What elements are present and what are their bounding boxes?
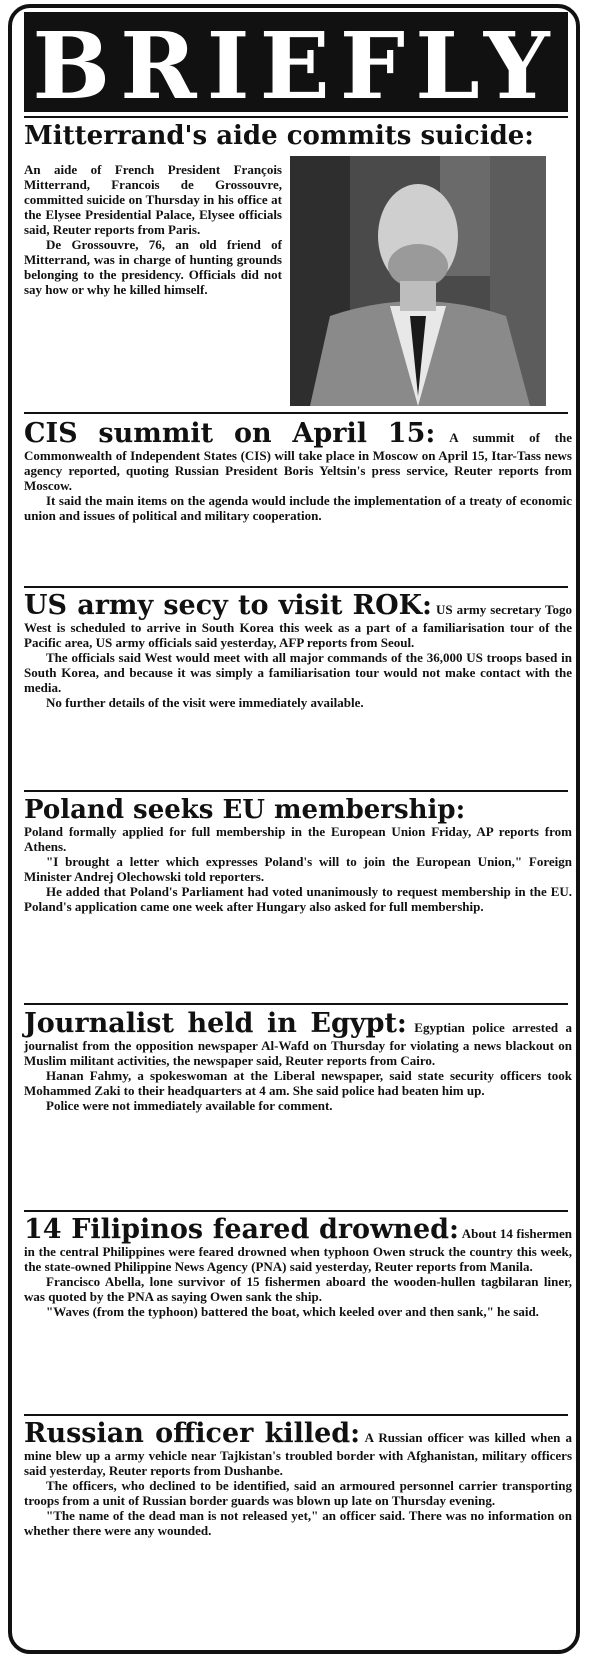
story-paragraph: It said the main items on the agenda would include the implementation of a treaty of economic union and issues of political and military cooperation. <box>24 493 572 523</box>
banner-rule <box>24 116 568 118</box>
story-lead: About 14 fishermen in the central Philippines were feared drowned when typhoon Owen struck the country this week, the state-owned Philippine News Agency (PNA) said yesterday, Reuter reports from Manila. <box>24 1226 572 1274</box>
man-portrait-image <box>290 156 546 406</box>
story-divider <box>24 1003 568 1005</box>
story-lead: US army secretary Togo West is scheduled to arrive in South Korea this week as a part of a familiarisation tour of the Pacific area, US army officials said yesterday, AFP reports from Seoul. <box>24 602 572 650</box>
story-paragraph: An aide of French President François Mitterrand, Francois de Grossouvre, committed suicide on Thursday in his office at the Elysee Presidential Palace, Elysee officials said, Reuter reports from Paris. <box>24 162 282 237</box>
story-headline: US army secy to visit ROK: <box>24 590 433 621</box>
story-paragraph: The officials said West would meet with all major commands of the 36,000 US troops based in South Korea, and because it was simply a familiarisation tour would not make contact with the media. <box>24 650 572 695</box>
story-paragraph: "I brought a letter which expresses Poland's will to join the European Union," Foreign Minister Andrej Olechowski told reporters. <box>24 854 572 884</box>
story-divider <box>24 790 568 792</box>
story-paragraph: "Waves (from the typhoon) battered the boat, which keeled over and then sank," he said. <box>46 1304 539 1319</box>
story-cis-summit <box>24 420 572 523</box>
story-paragraph: Poland formally applied for full membership in the European Union Friday, AP reports from Athens. <box>24 824 572 854</box>
story-us-army <box>24 592 572 710</box>
story-lead: A Russian officer was killed when a mine blew up a army vehicle near Tajkistan's troubled border with Afghanistan, military officers said yesterday, Reuter reports from Dushanbe. <box>24 1430 572 1478</box>
story-headline: Journalist held in Egypt: <box>24 1008 407 1039</box>
portrait-photo <box>290 156 546 406</box>
briefly-banner <box>24 12 568 112</box>
story-headline: Russian officer killed: <box>24 1418 361 1449</box>
story-lead: A summit of the Commonwealth of Independent States (CIS) will take place in Moscow on April 15, Itar-Tass news agency reported, quoting Russian President Boris Yeltsin's press service, Reuter reports from Moscow. <box>24 430 572 493</box>
story-poland <box>24 796 572 914</box>
story-russian-officer <box>24 1420 572 1538</box>
story-divider <box>24 1414 568 1416</box>
story-paragraph: De Grossouvre, 76, an old friend of Mitterrand, was in charge of hunting grounds belonging to the presidency. Officials did not say how or why he killed himself. <box>24 237 282 297</box>
story-filipinos <box>24 1216 572 1319</box>
story-headline: Poland seeks EU membership: <box>24 795 466 825</box>
story-lead: Egyptian police arrested a journalist from the opposition newspaper Al-Wafd on Thursday for violating a news blackout on Muslim militant activities, the newspaper said, Reuter reports from Cairo. <box>24 1020 573 1068</box>
story-paragraph: Francisco Abella, lone survivor of 15 fishermen aboard the wooden-hullen tagbilaran liner, was quoted by the PNA as saying Owen sank the ship. <box>24 1274 572 1304</box>
story-headline: Mitterrand's aide commits suicide: <box>24 121 534 151</box>
story-egypt <box>24 1010 572 1113</box>
story-paragraph: The officers, who declined to be identified, said an armoured personnel carrier transporting troops from a unit of Russian border guards was blown up late on Thursday evening. <box>24 1478 572 1508</box>
story-paragraph: No further details of the visit were immediately available. <box>46 695 364 710</box>
story-mitterrand <box>24 122 572 150</box>
story-headline: 14 Filipinos feared drowned: <box>24 1214 459 1245</box>
story-divider <box>24 586 568 588</box>
story-mitterrand-body <box>24 162 282 297</box>
story-paragraph: "The name of the dead man is not released yet," an officer said. There was no information on whether there were any wounded. <box>24 1508 572 1538</box>
story-divider <box>24 1210 568 1212</box>
story-headline: CIS summit on April 15: <box>24 418 436 449</box>
story-divider <box>24 412 568 414</box>
story-paragraph: He added that Poland's Parliament had voted unanimously to request membership in the EU. Poland's application came one week after Hungary also asked for full membership. <box>24 884 572 914</box>
banner-title: BRIEFLY <box>32 12 560 112</box>
story-paragraph: Police were not immediately available for comment. <box>46 1098 333 1113</box>
story-paragraph: Hanan Fahmy, a spokeswoman at the Liberal newspaper, said state security officers took Mohammed Zaki to their headquarters at 4 am. She said police had beaten him up. <box>24 1068 572 1098</box>
